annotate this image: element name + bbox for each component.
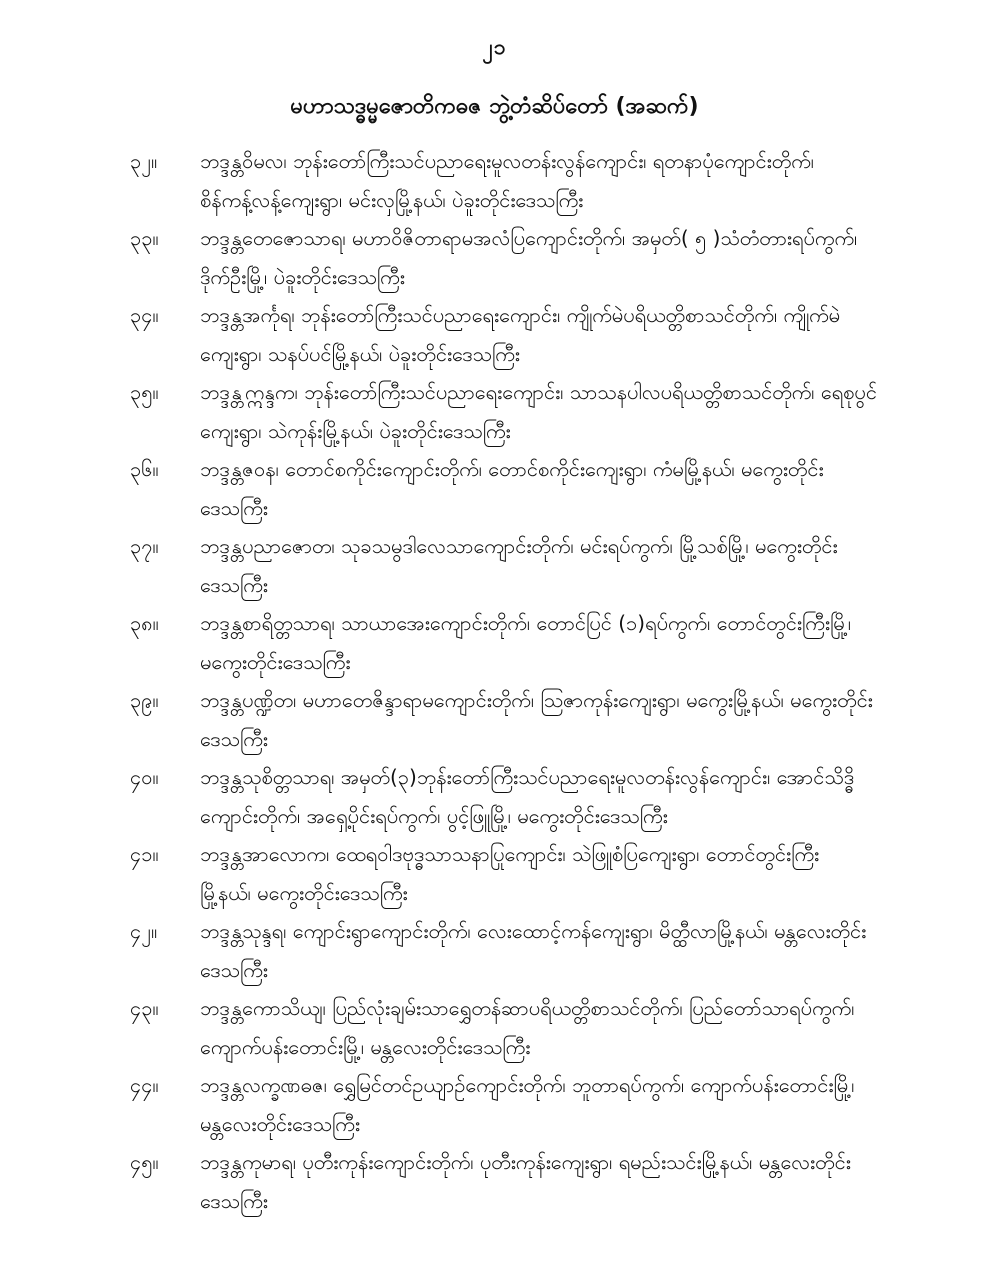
entry-line: ဘဒ္ဒန္တဝိမလ၊ ဘုန်းတော်ကြီးသင်ပညာရေးမူလတန်းလွန်ကျောင်း၊ ရတနာပုံကျောင်းတိုက်၊ [200,149,814,173]
entry-number: ၄၀။ [130,765,159,789]
entry-line: ဘဒ္ဒန္တဇဝန၊ တောင်စကိုင်းကျောင်းတိုက်၊ တောင်စကိုင်းကျေးရွာ၊ ကံမမြို့နယ်၊ မကွေးတိုင်း [200,457,824,481]
list-item [130,1066,907,1143]
entry-line: ဘဒ္ဒန္တသုန္ဒရ၊ ကျောင်းရွာကျောင်းတိုက်၊ လေးထောင့်ကန်ကျေးရွာ၊ မိတ္ထီလာမြို့နယ်၊ မန္တလေးတိုင်း [200,919,867,943]
entry-line: ဘဒ္ဒန္တတေဇောသာရ၊ မဟာဝိဇိတာရာမအလံပြကျောင်းတိုက်၊ အမှတ်( ၅ )သံတံတားရပ်ကွက်၊ [200,226,858,250]
list-item [130,989,907,1066]
list-item [130,604,907,681]
entry-text [200,912,907,989]
entry-text [200,758,907,835]
entry-line: ဘဒ္ဒန္တဣန္ဒက၊ ဘုန်းတော်ကြီးသင်ပညာရေးကျောင်း၊ သာသနပါလပရိယတ္တိစာသင်တိုက်၊ ရေစုပွင် [200,380,877,404]
entry-number: ၃၈။ [130,611,159,635]
entry-line: ဒေသကြီး [200,572,268,597]
entry-text [200,1143,907,1220]
page-number: ၂၁ [482,35,507,59]
entry-line: စိန်ကန့်လန့်ကျေးရွာ၊ မင်းလှမြို့နယ်၊ ပဲခူးတိုင်းဒေသကြီး [200,187,584,212]
entry-number: ၄၅။ [130,1150,159,1174]
entry-text [200,296,907,373]
entry-text [200,989,907,1066]
entry-line: ဘဒ္ဒန္တစာရိတ္တသာရ၊ သာယာအေးကျောင်းတိုက်၊ တောင်ပြင် (၁)ရပ်ကွက်၊ တောင်တွင်းကြီးမြို့၊ [200,611,851,635]
entry-text [200,142,907,219]
entry-number: ၃၉။ [130,688,159,712]
list-item [130,373,907,450]
entry-line: ဒေသကြီး [200,957,268,982]
document-title: မဟာသဒ္ဓမ္မဇောတိကဓဇ ဘွဲ့တံဆိပ်တော် (အဆက်) [290,94,699,119]
entry-line: ဘဒ္ဒန္တပဏ္ဍိတ၊ မဟာတေဇိန္ဒာရာမကျောင်းတိုက်၊ သြဇာကုန်းကျေးရွာ၊ မကွေးမြို့နယ်၊ မကွေးတိုင်း [200,688,873,712]
entry-line: ဘဒ္ဒန္တအာလောက၊ ထေရဝါဒဗုဒ္ဓသာသနာပြုကျောင်း၊ သဲဖြူစံပြကျေးရွာ၊ တောင်တွင်းကြီး [200,842,820,866]
entry-line: ဒိုက်ဦးမြို့၊ ပဲခူးတိုင်းဒေသကြီး [200,264,405,289]
entry-line: ဘဒ္ဒန္တအင်္ကုရ၊ ဘုန်းတော်ကြီးသင်ပညာရေးကျောင်း၊ ကျိုက်မဲပရိယတ္တိစာသင်တိုက်၊ ကျိုက်မဲ [200,303,841,327]
list-item [130,758,907,835]
entry-line: ဒေသကြီး [200,726,268,751]
entry-line: ဒေသကြီး [200,495,268,520]
entry-line: ဘဒ္ဒန္တကုမာရ၊ ပုတီးကုန်းကျောင်းတိုက်၊ ပုတီးကုန်းကျေးရွာ၊ ရမည်းသင်းမြို့နယ်၊ မန္တလေးတိုင်း [200,1150,851,1174]
entry-text [200,527,907,604]
entry-line: ဘဒ္ဒန္တကောသိယျ၊ ပြည်လုံးချမ်းသာရွှေတန်ဆာပရိယတ္တိစာသင်တိုက်၊ ပြည်တော်သာရပ်ကွက်၊ [200,996,855,1020]
list-item [130,681,907,758]
entry-text [200,604,907,681]
entry-line: ကျောက်ပန်းတောင်းမြို့၊ မန္တလေးတိုင်းဒေသကြီး [200,1034,531,1059]
entry-text [200,450,907,527]
list-item [130,296,907,373]
entry-text [200,373,907,450]
list-item [130,1143,907,1220]
entry-number: ၄၃။ [130,996,159,1020]
entry-number: ၃၄။ [130,303,159,327]
entry-number: ၃၂။ [130,149,158,173]
entry-line: ကျေးရွာ၊ သနပ်ပင်မြို့နယ်၊ ပဲခူးတိုင်းဒေသကြီး [200,341,520,366]
entry-number: ၄၂။ [130,919,158,943]
entry-number: ၃၆။ [130,457,159,481]
entry-line: ဘဒ္ဒန္တလက္ခဏဓဇ၊ ရွှေမြင်တင်ဥယျာဉ်ကျောင်းတိုက်၊ ဘူတာရပ်ကွက်၊ ကျောက်ပန်းတောင်းမြို့၊ [200,1073,855,1097]
entry-text [200,835,907,912]
list-item [130,527,907,604]
entry-line: ဒေသကြီး [200,1188,268,1213]
entry-line: ဘဒ္ဒန္တပညာဇောတ၊ သုခသမွဒါလေသာကျောင်းတိုက်၊ မင်းရပ်ကွက်၊ မြို့သစ်မြို့၊ မကွေးတိုင်း [200,534,838,558]
list-item [130,835,907,912]
list-item [130,142,907,219]
entry-line: ဘဒ္ဒန္တသုစိတ္တသာရ၊ အမှတ်(၃)ဘုန်းတော်ကြီးသင်ပညာရေးမူလတန်းလွန်ကျောင်း၊ အောင်သိဒ္ဓိ [200,765,855,789]
entry-line: မန္တလေးတိုင်းဒေသကြီး [200,1111,360,1136]
entry-text [200,681,907,758]
entry-number: ၃၅။ [130,380,159,404]
list-item [130,450,907,527]
entry-list [0,142,989,1220]
entry-number: ၃၇။ [130,534,159,558]
list-item [130,219,907,296]
entry-line: ကျေးရွာ၊ သဲကုန်းမြို့နယ်၊ ပဲခူးတိုင်းဒေသကြီး [200,418,511,443]
entry-line: မြို့နယ်၊ မကွေးတိုင်းဒေသကြီး [200,880,408,905]
entry-line: ကျောင်းတိုက်၊ အရှေ့ပိုင်းရပ်ကွက်၊ ပွင့်ဖြူမြို့၊ မကွေးတိုင်းဒေသကြီး [200,803,668,828]
entry-number: ၄၁။ [130,842,159,866]
entry-line: မကွေးတိုင်းဒေသကြီး [200,649,351,674]
entry-text [200,1066,907,1143]
entry-number: ၃၃။ [130,226,159,250]
list-item [130,912,907,989]
entry-number: ၄၄။ [130,1073,159,1097]
entry-text [200,219,907,296]
